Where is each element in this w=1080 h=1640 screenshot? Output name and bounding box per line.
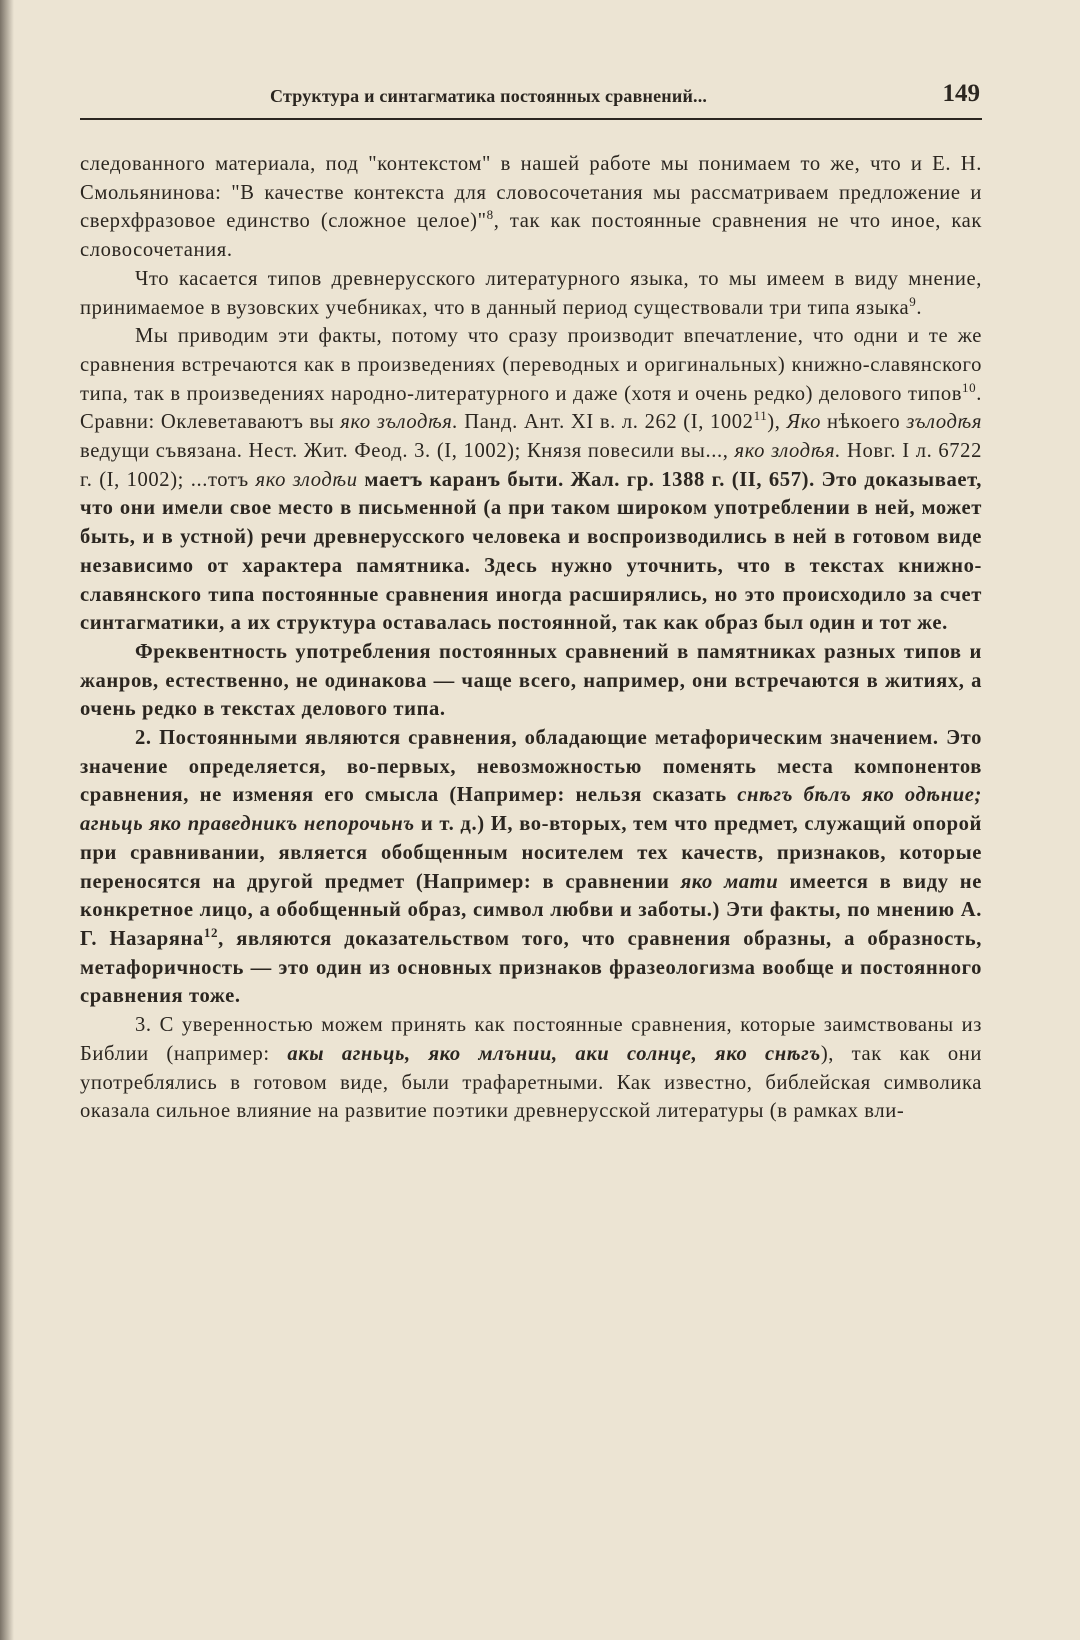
text-run: имеется в виду не конкретное лицо, а обобщенный образ, символ любви и заботы.) Эти факты, по мнению А. Г. Назаряна bbox=[80, 870, 982, 950]
text-run: Новг. I л. 6722 г. (I, 1002); ...тотъ bbox=[80, 440, 982, 491]
text-run: маетъ каранъ быти. Жал. гр. 1388 г. (II, 657). Это доказывает, что они имели свое место в письменной (а при таком широком употреблении в ней, может быть, и в устной) речи древнерусского человека и воспроизводились в ней в готовом виде независимо от характера памятника. Здесь нужно уточнить, что в текстах книжно-славянского типа постоянные сравнения иногда расширялись, но это происходило за счет синтагматики, а их структура оставалась постоянной, так как образ был один и тот же. bbox=[80, 468, 982, 635]
footnote-ref-11: 11 bbox=[753, 408, 768, 424]
footnote-ref-10: 10 bbox=[962, 379, 977, 395]
text-run: и т. д.) И, во-вторых, тем что предмет, служащий опорой при сравнивании, является обобщенным носителем тех качеств, признаков, которые переносятся на другой предмет (Например: в сравнении bbox=[80, 813, 983, 893]
text-run: Панд. Ант. XI в. л. 262 (I, 1002 bbox=[458, 411, 754, 434]
footnote-ref-8: 8 bbox=[486, 207, 494, 223]
paragraph-4: Фреквентность употребления постоянных сравнений в памятниках разных типов и жанров, естественно, не одинакова — чаще всего, например, они встречаются в житиях, а очень редко в текстах делового типа. bbox=[80, 640, 982, 721]
paragraph-2 bbox=[80, 265, 982, 322]
paragraph-3 bbox=[80, 322, 982, 638]
body-text bbox=[80, 150, 982, 1126]
text-run: следованного материала, под "контекстом" в нашей работе мы понимаем то же, что и Е. Н. Смольянинова: "В качестве контекста для словосочетания мы рассматриваем предложение и сверхфразовое единство (сложное целое)" bbox=[80, 153, 982, 233]
example-phrase: яко злодѣя. bbox=[734, 440, 841, 463]
text-run: нѣкоего bbox=[821, 411, 907, 434]
example-phrase: Яко bbox=[786, 411, 822, 434]
text-run: Что касается типов древнерусского литературного языка, то мы имеем в виду мнение, принимаемое в вузовских учебниках, что в данный период существовали три типа языка bbox=[80, 267, 982, 319]
paragraph-6 bbox=[80, 1011, 982, 1126]
footnote-ref-12: 12 bbox=[203, 925, 219, 941]
example-phrase: зълодѣя bbox=[906, 411, 982, 434]
paragraph-1 bbox=[80, 150, 982, 265]
example-phrase: акы агньць, яко млънии, аки солнце, яко снѣгъ bbox=[287, 1042, 821, 1065]
paragraph-5 bbox=[80, 724, 982, 1011]
text-run: , так как постоянные сравнения не что иное, как словосочетания. bbox=[80, 210, 983, 262]
page-edge-shadow bbox=[0, 0, 14, 1640]
page-number: 149 bbox=[942, 80, 980, 107]
text-run: 3. С уверенностью можем принять как постоянные сравнения, которые заимствованы из Библии (например: bbox=[80, 1014, 982, 1065]
footnote-ref-9: 9 bbox=[909, 293, 917, 309]
text-run: 2. Постоянными являются сравнения, обладающие метафорическим значением. Это значение определяется, во-первых, невозможностью поменять места компонентов сравнения, не изменяя его смысла (Например: нельзя сказать bbox=[80, 727, 982, 807]
text-run: ведущи съвязана. Нест. Жит. Феод. 3. (I, 1002); Князя повесили вы..., bbox=[80, 440, 735, 463]
example-phrase: снѣгъ бѣлъ яко одѣние; агньць яко праведникъ непорочьнъ bbox=[80, 784, 982, 836]
text-run: ), bbox=[767, 411, 787, 434]
text-run: . bbox=[916, 296, 923, 319]
running-header-title: Структура и синтагматика постоянных сравнений... bbox=[270, 86, 708, 106]
example-phrase: яко злодѣи bbox=[255, 468, 358, 491]
example-phrase: яко зълодѣя. bbox=[340, 411, 459, 434]
running-header bbox=[80, 78, 982, 120]
text-run: , являются доказательством того, что сравнения образны, а образность, метафоричность — это один из основных признаков фразеологизма вообще и постоянного сравнения тоже. bbox=[80, 927, 983, 1008]
text-run: ), так как они употреблялись в готовом виде, были трафаретными. Как известно, библейская символика оказала сильное влияние на развитие поэтики древнерусской литературы (в рамках вли- bbox=[80, 1042, 982, 1123]
text-run: . Сравни: Оклеветаваютъ вы bbox=[80, 382, 982, 434]
example-phrase: яко мати bbox=[680, 870, 779, 893]
text-run: Мы приводим эти факты, потому что сразу производит впечатление, что одни и те же сравнения встречаются как в произведениях (переводных и оригинальных) книжно-славянского типа, так в произведениях народно-литературного и даже (хотя и очень редко) делового типов bbox=[80, 325, 982, 405]
